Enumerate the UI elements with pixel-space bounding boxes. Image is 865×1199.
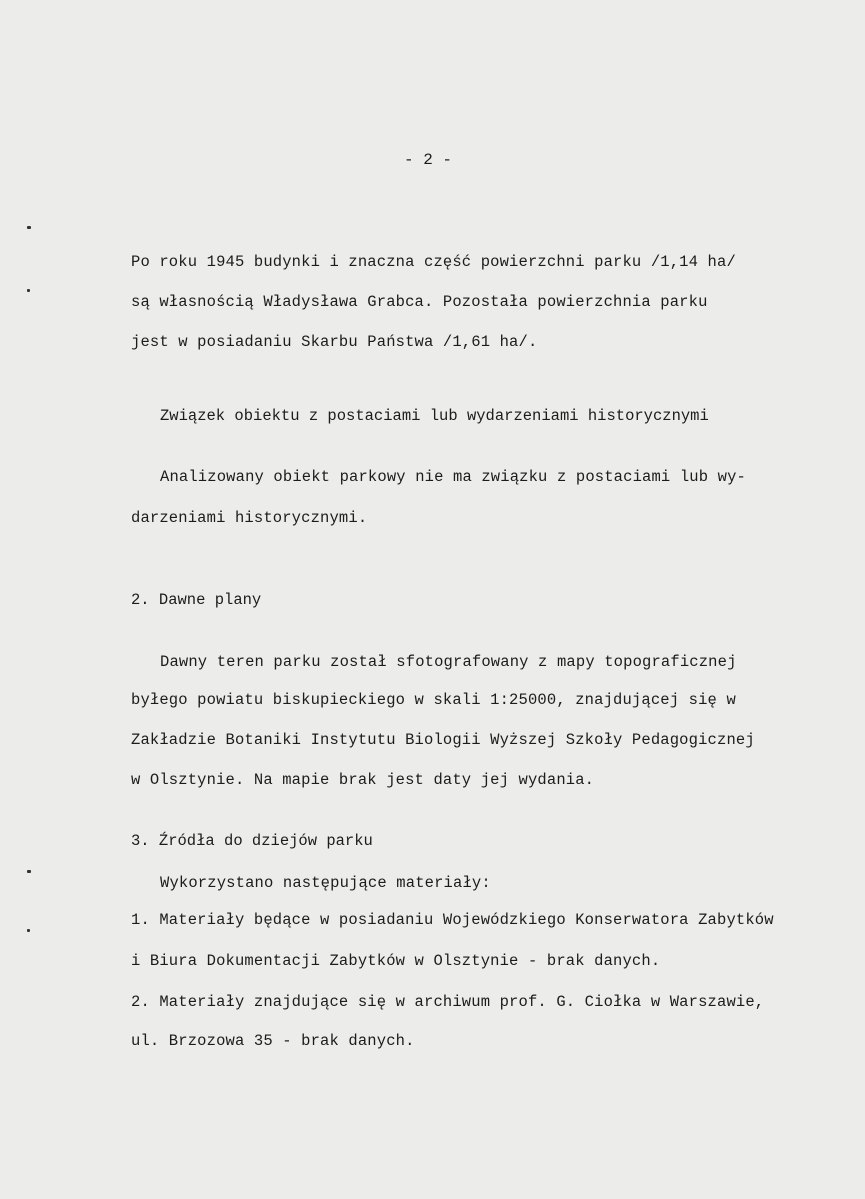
paragraph-ownership-line: Po roku 1945 budynki i znaczna część powierzchni parku /1,14 ha/ bbox=[131, 253, 736, 271]
margin-mark bbox=[27, 929, 30, 932]
materials-list-line: i Biura Dokumentacji Zabytków w Olsztynie - brak danych. bbox=[131, 952, 661, 970]
margin-mark bbox=[27, 870, 31, 873]
materials-intro: Wykorzystano następujące materiały: bbox=[160, 874, 491, 892]
paragraph-plans-line: byłego powiatu biskupieckiego w skali 1:25000, znajdującej się w bbox=[131, 691, 736, 709]
margin-mark bbox=[27, 289, 30, 292]
paragraph-ownership-line: jest w posiadaniu Skarbu Państwa /1,61 ha/. bbox=[131, 333, 538, 351]
materials-list-line: ul. Brzozowa 35 - brak danych. bbox=[131, 1032, 415, 1050]
paragraph-plans-line: Zakładzie Botaniki Instytutu Biologii Wyższej Szkoły Pedagogicznej bbox=[131, 731, 755, 749]
paragraph-plans-line: Dawny teren parku został sfotografowany z mapy topograficznej bbox=[160, 653, 737, 671]
section-3-heading: 3. Źródła do dziejów parku bbox=[131, 832, 373, 850]
paragraph-historical-line: Analizowany obiekt parkowy nie ma związku z postaciami lub wy- bbox=[160, 468, 746, 486]
margin-mark bbox=[27, 226, 31, 229]
materials-list-line: 1. Materiały będące w posiadaniu Wojewódzkiego Konserwatora Zabytków bbox=[131, 911, 774, 929]
materials-list-line: 2. Materiały znajdujące się w archiwum prof. G. Ciołka w Warszawie, bbox=[131, 993, 765, 1011]
paragraph-historical-line: darzeniami historycznymi. bbox=[131, 509, 368, 527]
section-2-heading: 2. Dawne plany bbox=[131, 591, 262, 609]
page-number: - 2 - bbox=[404, 151, 453, 169]
paragraph-plans-line: w Olsztynie. Na mapie brak jest daty jej wydania. bbox=[131, 771, 595, 789]
section-historical-heading: Związek obiektu z postaciami lub wydarzeniami historycznymi bbox=[160, 407, 709, 425]
paragraph-ownership-line: są własnością Władysława Grabca. Pozostała powierzchnia parku bbox=[131, 293, 708, 311]
